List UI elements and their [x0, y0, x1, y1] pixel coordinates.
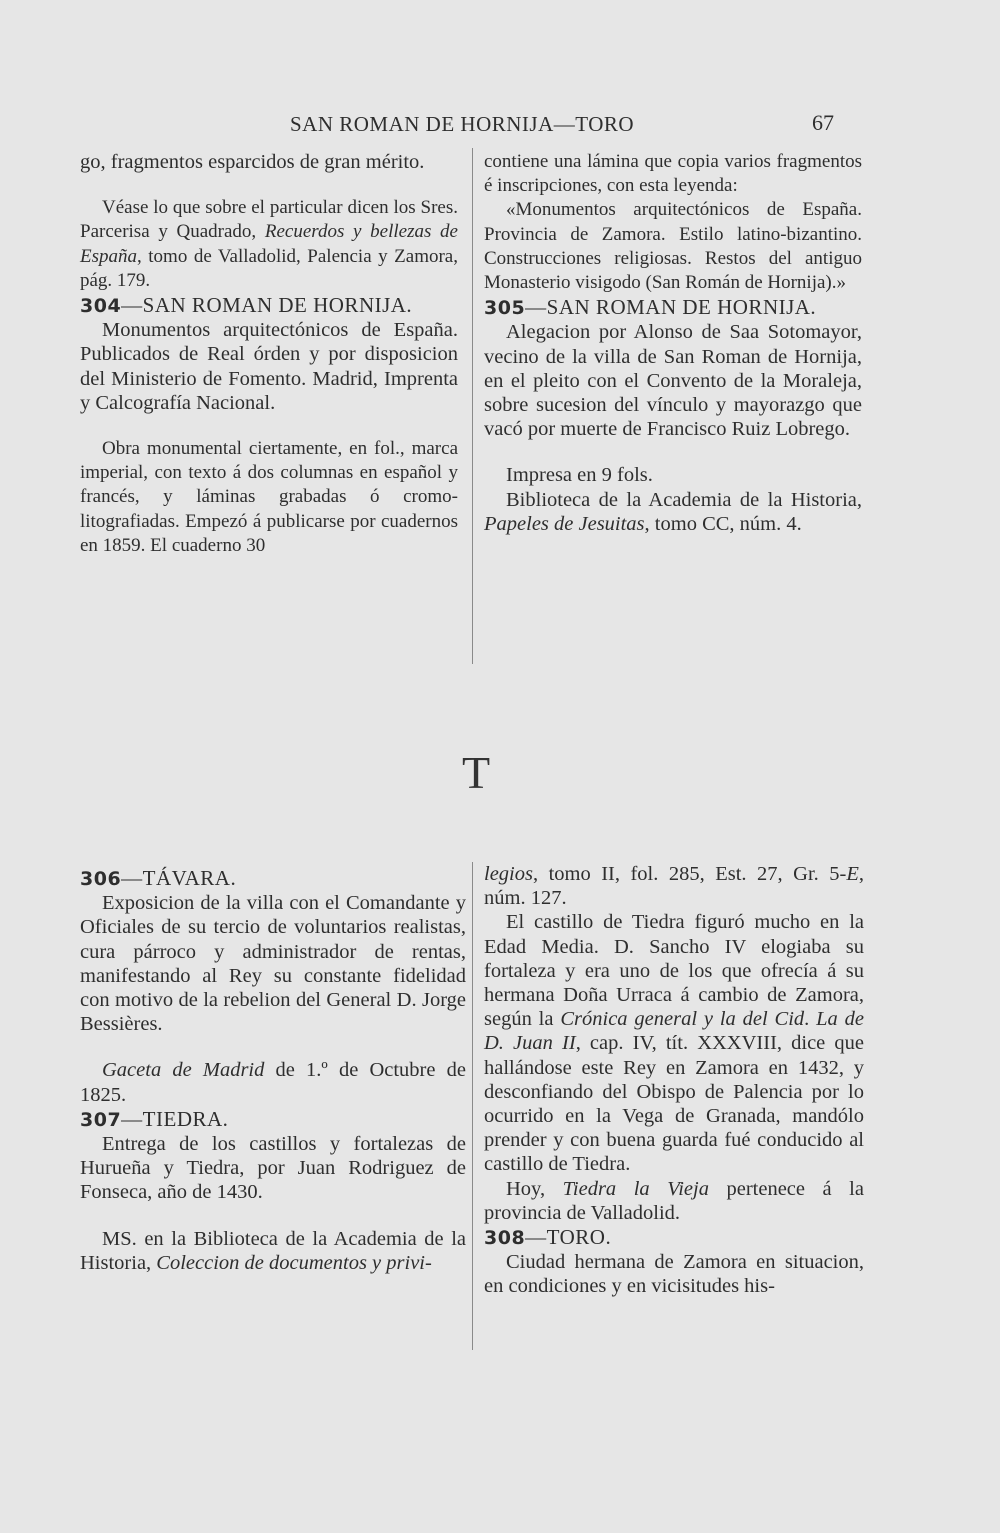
top-right-column [484, 150, 862, 536]
running-header [0, 112, 1000, 142]
page-number: 67 [812, 110, 834, 135]
entry-title: —TIEDRA. [121, 1106, 229, 1131]
quotation: «Monumentos arquitectónicos de España. Provincia de Zamora. Estilo latino-bizantino. Construcciones religiosas. Restos del antiguo Monasterio visigodo (San Román de Hornija).» [484, 199, 862, 294]
entry-number: 304 [80, 295, 122, 318]
section-letter: T [462, 747, 491, 798]
entry-body: Entrega de los castillos y fortalezas de Hurueña y Tiedra, por Juan Rodriguez de Fonseca, año de 1430. [80, 1133, 466, 1204]
entry-heading-304 [80, 293, 458, 318]
paragraph: Hoy, Tiedra la Vieja pertenece á la provincia de Valladolid. [484, 1177, 864, 1224]
entry-number: 307 [80, 1108, 122, 1131]
bottom-left-column [80, 866, 466, 1275]
running-title: SAN ROMAN DE HORNIJA—TORO [290, 112, 635, 136]
entry-body: Alegacion por Alonso de Saa Sotomayor, vecino de la villa de San Roman de Hornija, en el pleito con el Convento de la Moraleja, sobre sucesion del vínculo y mayorazgo que vacó por muerte de Francisco Ruiz Lobrego. [484, 321, 862, 441]
collection-title: Coleccion de documentos y privi- [156, 1251, 432, 1274]
chronicle-title: Crónica general y la del Cid [560, 1008, 805, 1031]
entry-number: 305 [484, 297, 526, 320]
entry-number: 308 [484, 1227, 526, 1250]
chronicle-title: La de D. Juan II [484, 1008, 865, 1055]
entry-body: Ciudad hermana de Zamora en situacion, en condiciones y en vicisitudes his- [484, 1251, 864, 1298]
bottom-right-column [484, 862, 864, 1299]
continuation-text: legios, tomo II, fol. 285, Est. 27, Gr. 5-E, núm. 127. [484, 863, 864, 910]
top-left-column [80, 150, 458, 558]
continuation-text: contiene una lámina que copia varios fragmentos é inscripciones, con esta leyenda: [484, 151, 862, 197]
entry-title: —TORO. [525, 1225, 612, 1250]
column-divider [472, 862, 473, 1350]
entry-number: 306 [80, 868, 122, 890]
entry-note: Gaceta de Madrid de 1.º de Octubre de 1825. [80, 1059, 466, 1106]
entry-heading-307 [80, 1107, 466, 1132]
entry-note: MS. en la Biblioteca de la Academia de la Historia, Coleccion de documentos y privi- [80, 1227, 466, 1274]
place-name: Tiedra la Vieja [562, 1177, 709, 1200]
entry-note: Impresa en 9 fols. [506, 464, 653, 487]
entry-title: —TÁVARA. [121, 866, 237, 890]
entry-heading-305 [484, 295, 862, 320]
entry-note: Obra monumental ciertamente, en fol., marca imperial, con texto á dos columnas en español y francés, y láminas grabadas ó cromo-litografiadas. Empezó á publicarse por cuadernos en 1859. El cuaderno 30 [80, 438, 458, 556]
entry-title: —SAN ROMAN DE HORNIJA. [121, 293, 413, 318]
entry-body: Monumentos arquitectónicos de España. Publicados de Real órden y por disposicion del Ministerio de Fomento. Madrid, Imprenta y Calcografía Nacional. [80, 319, 458, 414]
reference-note: Véase lo que sobre el particular dicen los Sres. Parcerisa y Quadrado, Recuerdos y bellezas de España, tomo de Valladolid, Palencia y Zamora, pág. 179. [80, 197, 458, 291]
collection-title: Papeles de Jesuitas [484, 512, 645, 535]
book-title: Recuerdos y bellezas de España [80, 221, 458, 267]
entry-body: Exposicion de la villa con el Comandante y Oficiales de su tercio de voluntarios realistas, cura párroco y administrador de rentas, manifestando al Rey su constante fidelidad con motivo de la rebelion del General D. Jorge Bessières. [80, 892, 466, 1036]
entry-heading-306 [80, 866, 466, 891]
paragraph: El castillo de Tiedra figuró mucho en la Edad Media. D. Sancho IV elogiaba su fortaleza y era uno de los que ofrecía á su hermana Doña Urraca á cambio de Zamora, según la Crónica general y la del Cid. La de D. Juan II, cap. IV, tít. XXXVIII, dice que hallándose este Rey en Zamora en 1432, y desconfiando del Obispo de Palencia por lo ocurrido en la Vega de Granada, mandólo prender y con buena guarda fué conducido al castillo de Tiedra. [484, 911, 865, 1176]
entry-location: Biblioteca de la Academia de la Historia, Papeles de Jesuitas, tomo CC, núm. 4. [484, 488, 862, 535]
continuation-text: go, fragmentos esparcidos de gran mérito. [80, 151, 425, 173]
entry-title: —SAN ROMAN DE HORNIJA. [525, 295, 817, 320]
entry-heading-308 [484, 1225, 864, 1250]
column-divider [472, 148, 473, 664]
periodical-title: Gaceta de Madrid [102, 1059, 265, 1082]
